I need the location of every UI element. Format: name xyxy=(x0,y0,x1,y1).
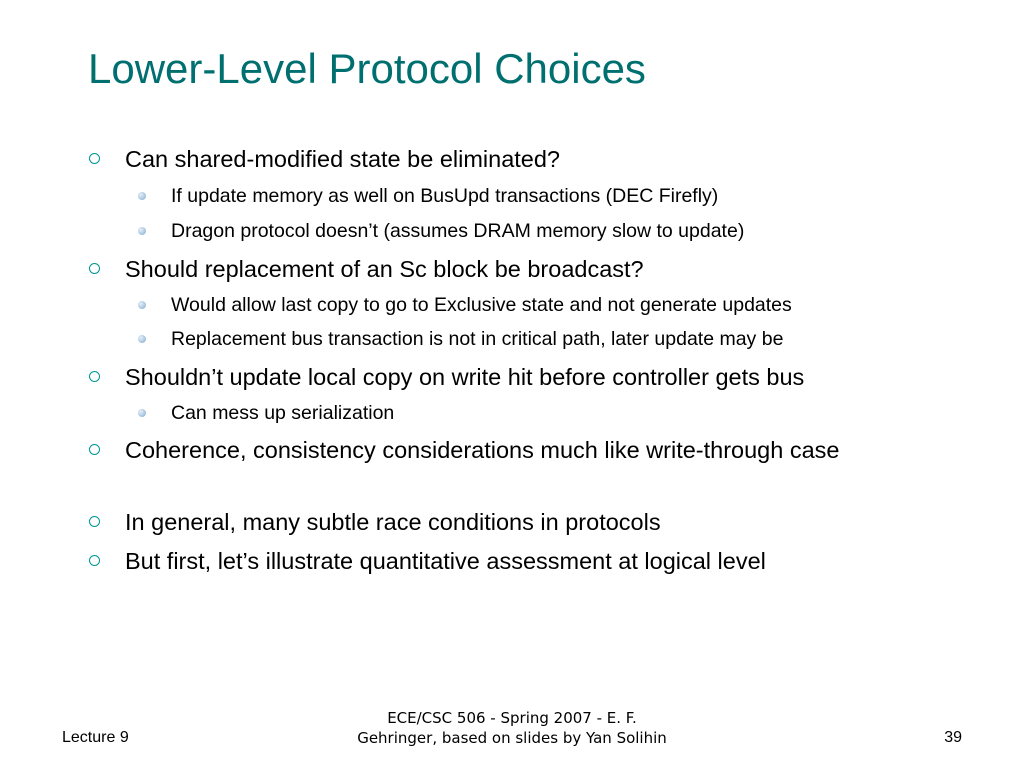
ring-bullet-icon xyxy=(89,516,100,527)
bullet-text: Can mess up serialization xyxy=(171,402,395,424)
footer-credit-line2: Gehringer, based on slides by Yan Solihin xyxy=(357,729,667,747)
ring-bullet-icon xyxy=(89,371,100,382)
footer-credit xyxy=(312,708,712,748)
bullet-text: Should replacement of an Sc block be broadcast? xyxy=(125,256,644,282)
bullet-text: Coherence, consistency considerations much like write-through case xyxy=(125,437,840,463)
footer-lecture: Lecture 9 xyxy=(62,729,129,746)
bullet-text: Dragon protocol doesn’t (assumes DRAM memory slow to update) xyxy=(171,220,745,242)
bullet-text: In general, many subtle race conditions in protocols xyxy=(125,509,661,535)
bullet-text: If update memory as well on BusUpd transactions (DEC Firefly) xyxy=(171,185,719,207)
ring-bullet-icon xyxy=(89,444,100,455)
bullet-text: Can shared-modified state be eliminated? xyxy=(125,146,561,172)
ring-bullet-icon xyxy=(89,153,100,164)
dot-bullet-icon xyxy=(138,409,146,417)
bullet-text: Shouldn’t update local copy on write hit before controller gets bus xyxy=(125,364,805,390)
bullet-text: Would allow last copy to go to Exclusive state and not generate updates xyxy=(171,294,792,316)
dot-bullet-icon xyxy=(138,301,146,309)
footer-credit-line1: ECE/CSC 506 - Spring 2007 - E. F. xyxy=(387,709,637,727)
bullet-text: But first, let’s illustrate quantitative assessment at logical level xyxy=(125,548,766,574)
slide-title: Lower-Level Protocol Choices xyxy=(88,45,646,92)
bullet-text: Replacement bus transaction is not in critical path, later update may be xyxy=(171,328,784,350)
dot-bullet-icon xyxy=(138,227,146,235)
ring-bullet-icon xyxy=(89,555,100,566)
dot-bullet-icon xyxy=(138,335,146,343)
dot-bullet-icon xyxy=(138,192,146,200)
page-number: 39 xyxy=(944,729,962,746)
ring-bullet-icon xyxy=(89,263,100,274)
